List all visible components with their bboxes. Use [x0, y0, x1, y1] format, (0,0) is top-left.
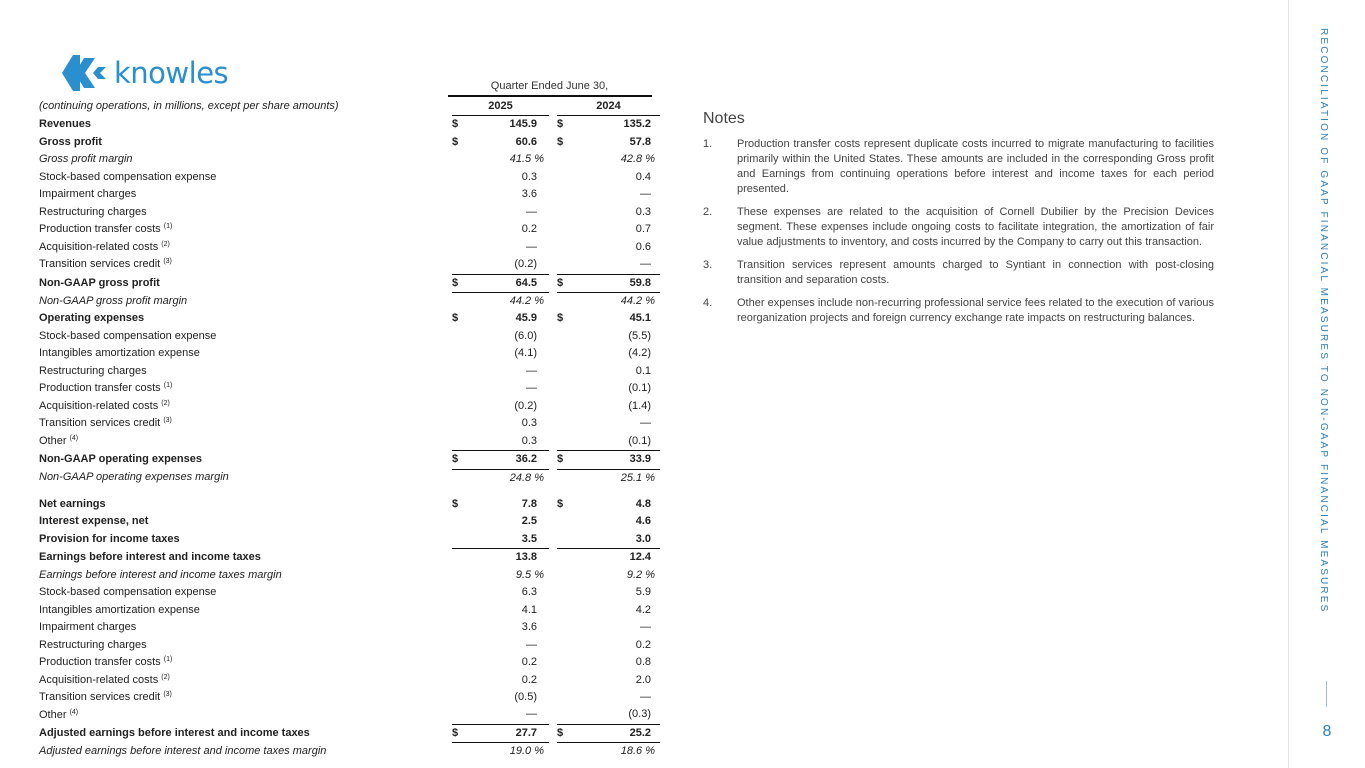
value-2025: 0.3 — [452, 433, 549, 451]
value-2024: $ 59.8 — [557, 274, 660, 292]
note-item — [703, 258, 1214, 288]
table-row — [35, 239, 660, 256]
note-text: Transition services represent amounts charged to Syntiant in connection with post-closing transition and separation costs. — [737, 259, 1214, 286]
value-2024: $ 57.8 — [557, 135, 651, 148]
value-2024: $ 4.8 — [557, 497, 651, 510]
table-row — [35, 496, 660, 513]
footnote-ref: (1) — [163, 656, 173, 664]
value-2024: 42.8 % — [620, 153, 655, 166]
row-label: Impairment charges — [39, 188, 137, 201]
row-label: Production transfer costs $^{(1)}$ — [39, 656, 173, 669]
value-2025: 19.0 % — [509, 745, 544, 758]
note-text: Other expenses include non-recurring professional service fees related to the execution of various reorganization projects and foreign currency exchange rate impacts on restructuring balances. — [737, 297, 1214, 324]
table-row — [35, 654, 660, 671]
table-caption: (continuing operations, in millions, except per share amounts) — [39, 100, 339, 113]
value-2024: 0.3 — [635, 205, 651, 218]
value-2025: 24.8 % — [509, 471, 544, 484]
value-2024: (5.5) — [628, 329, 651, 342]
row-label: Transition services credit $^{(3)}$ — [39, 258, 172, 271]
value-2025: — — [452, 706, 549, 724]
note-number: 2. — [703, 206, 713, 218]
row-label: Non-GAAP gross profit — [39, 276, 160, 289]
value-2025: — — [526, 240, 537, 253]
value-2025: $ 36.2 — [452, 451, 549, 469]
footnote-ref: (1) — [163, 223, 173, 231]
value-2024: — — [640, 690, 651, 703]
row-label: Net earnings — [39, 497, 106, 510]
value-2024: 25.1 % — [620, 471, 655, 484]
row-label: Transition services credit $^{(3)}$ — [39, 417, 172, 430]
table-row — [35, 134, 660, 151]
notes-panel — [703, 110, 1214, 334]
footnote-ref: (4) — [69, 434, 79, 442]
row-label: Intangibles amortization expense — [39, 347, 200, 360]
table-row — [35, 469, 660, 487]
value-2024: 2.0 — [635, 673, 651, 686]
value-2025: — — [526, 205, 537, 218]
value-2024: 44.2 % — [620, 294, 655, 307]
footnote-ref: (2) — [161, 673, 170, 681]
value-2024: — — [640, 188, 651, 201]
row-label: Adjusted earnings before interest and income taxes — [39, 726, 310, 739]
value-2025: (0.5) — [514, 690, 537, 703]
table-row — [35, 345, 660, 362]
reconciliation-table — [35, 98, 660, 761]
row-label: Non-GAAP operating expenses — [39, 453, 202, 466]
value-2024: $ 25.2 — [557, 724, 660, 742]
value-2024: (0.1) — [628, 382, 651, 395]
note-number: 3. — [703, 259, 713, 271]
row-label: Restructuring charges — [39, 364, 147, 377]
value-2025: $ 7.8 — [452, 497, 537, 510]
table-row — [35, 292, 660, 310]
value-2024: — — [640, 417, 651, 430]
value-2025: 3.6 — [521, 188, 537, 201]
value-2024: (1.4) — [628, 399, 651, 412]
row-label: Acquisition-related costs $^{(2)}$ — [39, 673, 170, 686]
table-row — [35, 619, 660, 636]
table-row — [35, 169, 660, 186]
value-2025: (0.2) — [514, 399, 537, 412]
row-label: Non-GAAP operating expenses margin — [39, 471, 229, 484]
brand-name: knowles — [114, 56, 229, 90]
value-2024: 0.2 — [635, 638, 651, 651]
value-2025: 44.2 % — [509, 294, 544, 307]
value-2025: $ 45.9 — [452, 312, 537, 325]
value-2025: — — [526, 364, 537, 377]
table-row — [35, 151, 660, 168]
footnote-ref: (3) — [163, 258, 172, 266]
row-label: Restructuring charges — [39, 638, 147, 651]
value-2024: 0.4 — [635, 170, 651, 183]
value-2025: (6.0) — [514, 329, 537, 342]
value-2024: 4.6 — [635, 515, 651, 528]
value-2024: 3.0 — [557, 531, 660, 549]
footnote-ref: (2) — [161, 240, 170, 248]
value-2024: 4.2 — [635, 603, 651, 616]
row-label: Acquisition-related costs $^{(2)}$ — [39, 399, 170, 412]
value-2025: — — [526, 638, 537, 651]
note-text: These expenses are related to the acquisition of Cornell Dubilier by the Precision Devices segment. These expenses include ongoing costs to facilitate integration, the amortization of fair value adjustments to inventory, and costs incurred by the Company to carry out this transaction. — [737, 206, 1214, 248]
row-label: Non-GAAP gross profit margin — [39, 294, 188, 307]
table-row — [35, 689, 660, 706]
knowles-logo-icon — [62, 53, 108, 93]
section-title-vertical: RECONCILIATION OF GAAP FINANCIAL MEASURES TO NON-GAAP FINANCIAL MEASURES — [1318, 28, 1329, 614]
value-2025: $ 60.6 — [452, 135, 537, 148]
value-2025: 0.2 — [521, 656, 537, 669]
footnote-ref: (3) — [163, 417, 172, 425]
value-2025: $ 64.5 — [452, 274, 549, 292]
value-2024: 9.2 % — [626, 568, 655, 581]
row-label: Production transfer costs $^{(1)}$ — [39, 223, 173, 236]
table-row — [35, 672, 660, 689]
row-label: Earnings before interest and income taxes — [39, 551, 261, 564]
note-item — [703, 137, 1214, 197]
note-number: 4. — [703, 297, 713, 309]
value-2025: $ 145.9 — [452, 118, 537, 131]
row-label: Operating expenses — [39, 312, 145, 325]
row-label: Other $^{(4)}$ — [39, 708, 79, 721]
value-2025: (4.1) — [514, 347, 537, 360]
row-label: Stock-based compensation expense — [39, 170, 217, 183]
table-row — [35, 724, 660, 742]
table-row — [35, 116, 660, 134]
value-2024: 12.4 — [629, 551, 651, 564]
value-2024: 0.1 — [635, 364, 651, 377]
table-row — [35, 513, 660, 530]
table-row — [35, 221, 660, 238]
footnote-ref: (3) — [163, 690, 172, 698]
period-header-rule — [448, 95, 652, 97]
row-label: Revenues — [39, 118, 91, 131]
value-2025: 2.5 — [521, 515, 537, 528]
row-label: Interest expense, net — [39, 515, 149, 528]
spacer-row — [35, 487, 660, 496]
table-row — [35, 549, 660, 567]
table-header-row — [35, 98, 660, 116]
value-2024: (4.2) — [628, 347, 651, 360]
value-2024: $ 135.2 — [557, 118, 651, 131]
page-number: 8 — [1322, 723, 1332, 740]
row-label: Stock-based compensation expense — [39, 586, 217, 599]
value-2025: (0.2) — [452, 256, 549, 274]
row-label: Adjusted earnings before interest and income taxes margin — [39, 745, 327, 758]
table-row — [35, 363, 660, 380]
value-2024: — — [640, 621, 651, 634]
row-label: Provision for income taxes — [39, 533, 180, 546]
table-row — [35, 567, 660, 584]
table-row — [35, 584, 660, 601]
value-2024: — — [557, 256, 660, 274]
footnote-ref: (2) — [161, 399, 170, 407]
value-2024: (0.1) — [557, 433, 660, 451]
table-row — [35, 433, 660, 451]
table-row — [35, 256, 660, 274]
company-logo — [62, 52, 228, 94]
row-label: Gross profit — [39, 135, 102, 148]
row-label: Restructuring charges — [39, 205, 147, 218]
value-2024: 0.7 — [635, 223, 651, 236]
note-item — [703, 296, 1214, 326]
footnote-ref: (4) — [69, 708, 79, 716]
value-2024: (0.3) — [557, 706, 660, 724]
column-header-2024: 2024 — [557, 98, 660, 116]
value-2025: 0.3 — [521, 170, 537, 183]
value-2025: 41.5 % — [509, 153, 544, 166]
table-row — [35, 451, 660, 469]
value-2025: 6.3 — [521, 586, 537, 599]
value-2024: $ 45.1 — [557, 312, 651, 325]
row-label: Intangibles amortization expense — [39, 603, 200, 616]
table-row — [35, 531, 660, 549]
value-2024: $ 33.9 — [557, 451, 660, 469]
row-label: Stock-based compensation expense — [39, 329, 217, 342]
row-label: Impairment charges — [39, 621, 137, 634]
value-2025: 0.2 — [521, 223, 537, 236]
column-header-2025: 2025 — [452, 98, 549, 116]
row-label: Earnings before interest and income taxes margin — [39, 568, 282, 581]
notes-list — [703, 137, 1214, 326]
table-row — [35, 415, 660, 432]
table-row — [35, 637, 660, 654]
row-label: Transition services credit $^{(3)}$ — [39, 690, 172, 703]
note-item — [703, 205, 1214, 250]
value-2025: 13.8 — [515, 551, 537, 564]
table-row — [35, 743, 660, 761]
row-label: Production transfer costs $^{(1)}$ — [39, 382, 173, 395]
value-2024: 18.6 % — [620, 745, 655, 758]
notes-title: Notes — [703, 110, 745, 127]
value-2024: 0.8 — [635, 656, 651, 669]
value-2025: 9.5 % — [515, 568, 544, 581]
footnote-ref: (1) — [163, 382, 173, 390]
row-label: Other $^{(4)}$ — [39, 434, 79, 447]
table-row — [35, 274, 660, 292]
value-2025: 4.1 — [521, 603, 537, 616]
table-row — [35, 204, 660, 221]
value-2025: 0.2 — [521, 673, 537, 686]
table-row — [35, 380, 660, 397]
value-2025: 3.5 — [452, 531, 549, 549]
value-2025: $ 27.7 — [452, 724, 549, 742]
note-number: 1. — [703, 138, 713, 150]
table-row — [35, 328, 660, 345]
table-row — [35, 706, 660, 724]
note-text: Production transfer costs represent duplicate costs incurred to migrate manufacturing to facilities primarily within the United States. These amounts are included in the corresponding Gross profit and Earnings from continuing operations before interest and income taxes for each period presented. — [737, 138, 1214, 195]
value-2025: 3.6 — [521, 621, 537, 634]
table-row — [35, 398, 660, 415]
table-row — [35, 310, 660, 327]
value-2024: 5.9 — [635, 586, 651, 599]
row-label: Acquisition-related costs $^{(2)}$ — [39, 240, 170, 253]
value-2025: — — [526, 382, 537, 395]
value-2025: 0.3 — [521, 417, 537, 430]
period-header: Quarter Ended June 30, — [490, 80, 609, 92]
table-row — [35, 186, 660, 203]
page-divider — [1326, 681, 1327, 707]
row-label: Gross profit margin — [39, 153, 133, 166]
value-2024: 0.6 — [635, 240, 651, 253]
table-row — [35, 602, 660, 619]
